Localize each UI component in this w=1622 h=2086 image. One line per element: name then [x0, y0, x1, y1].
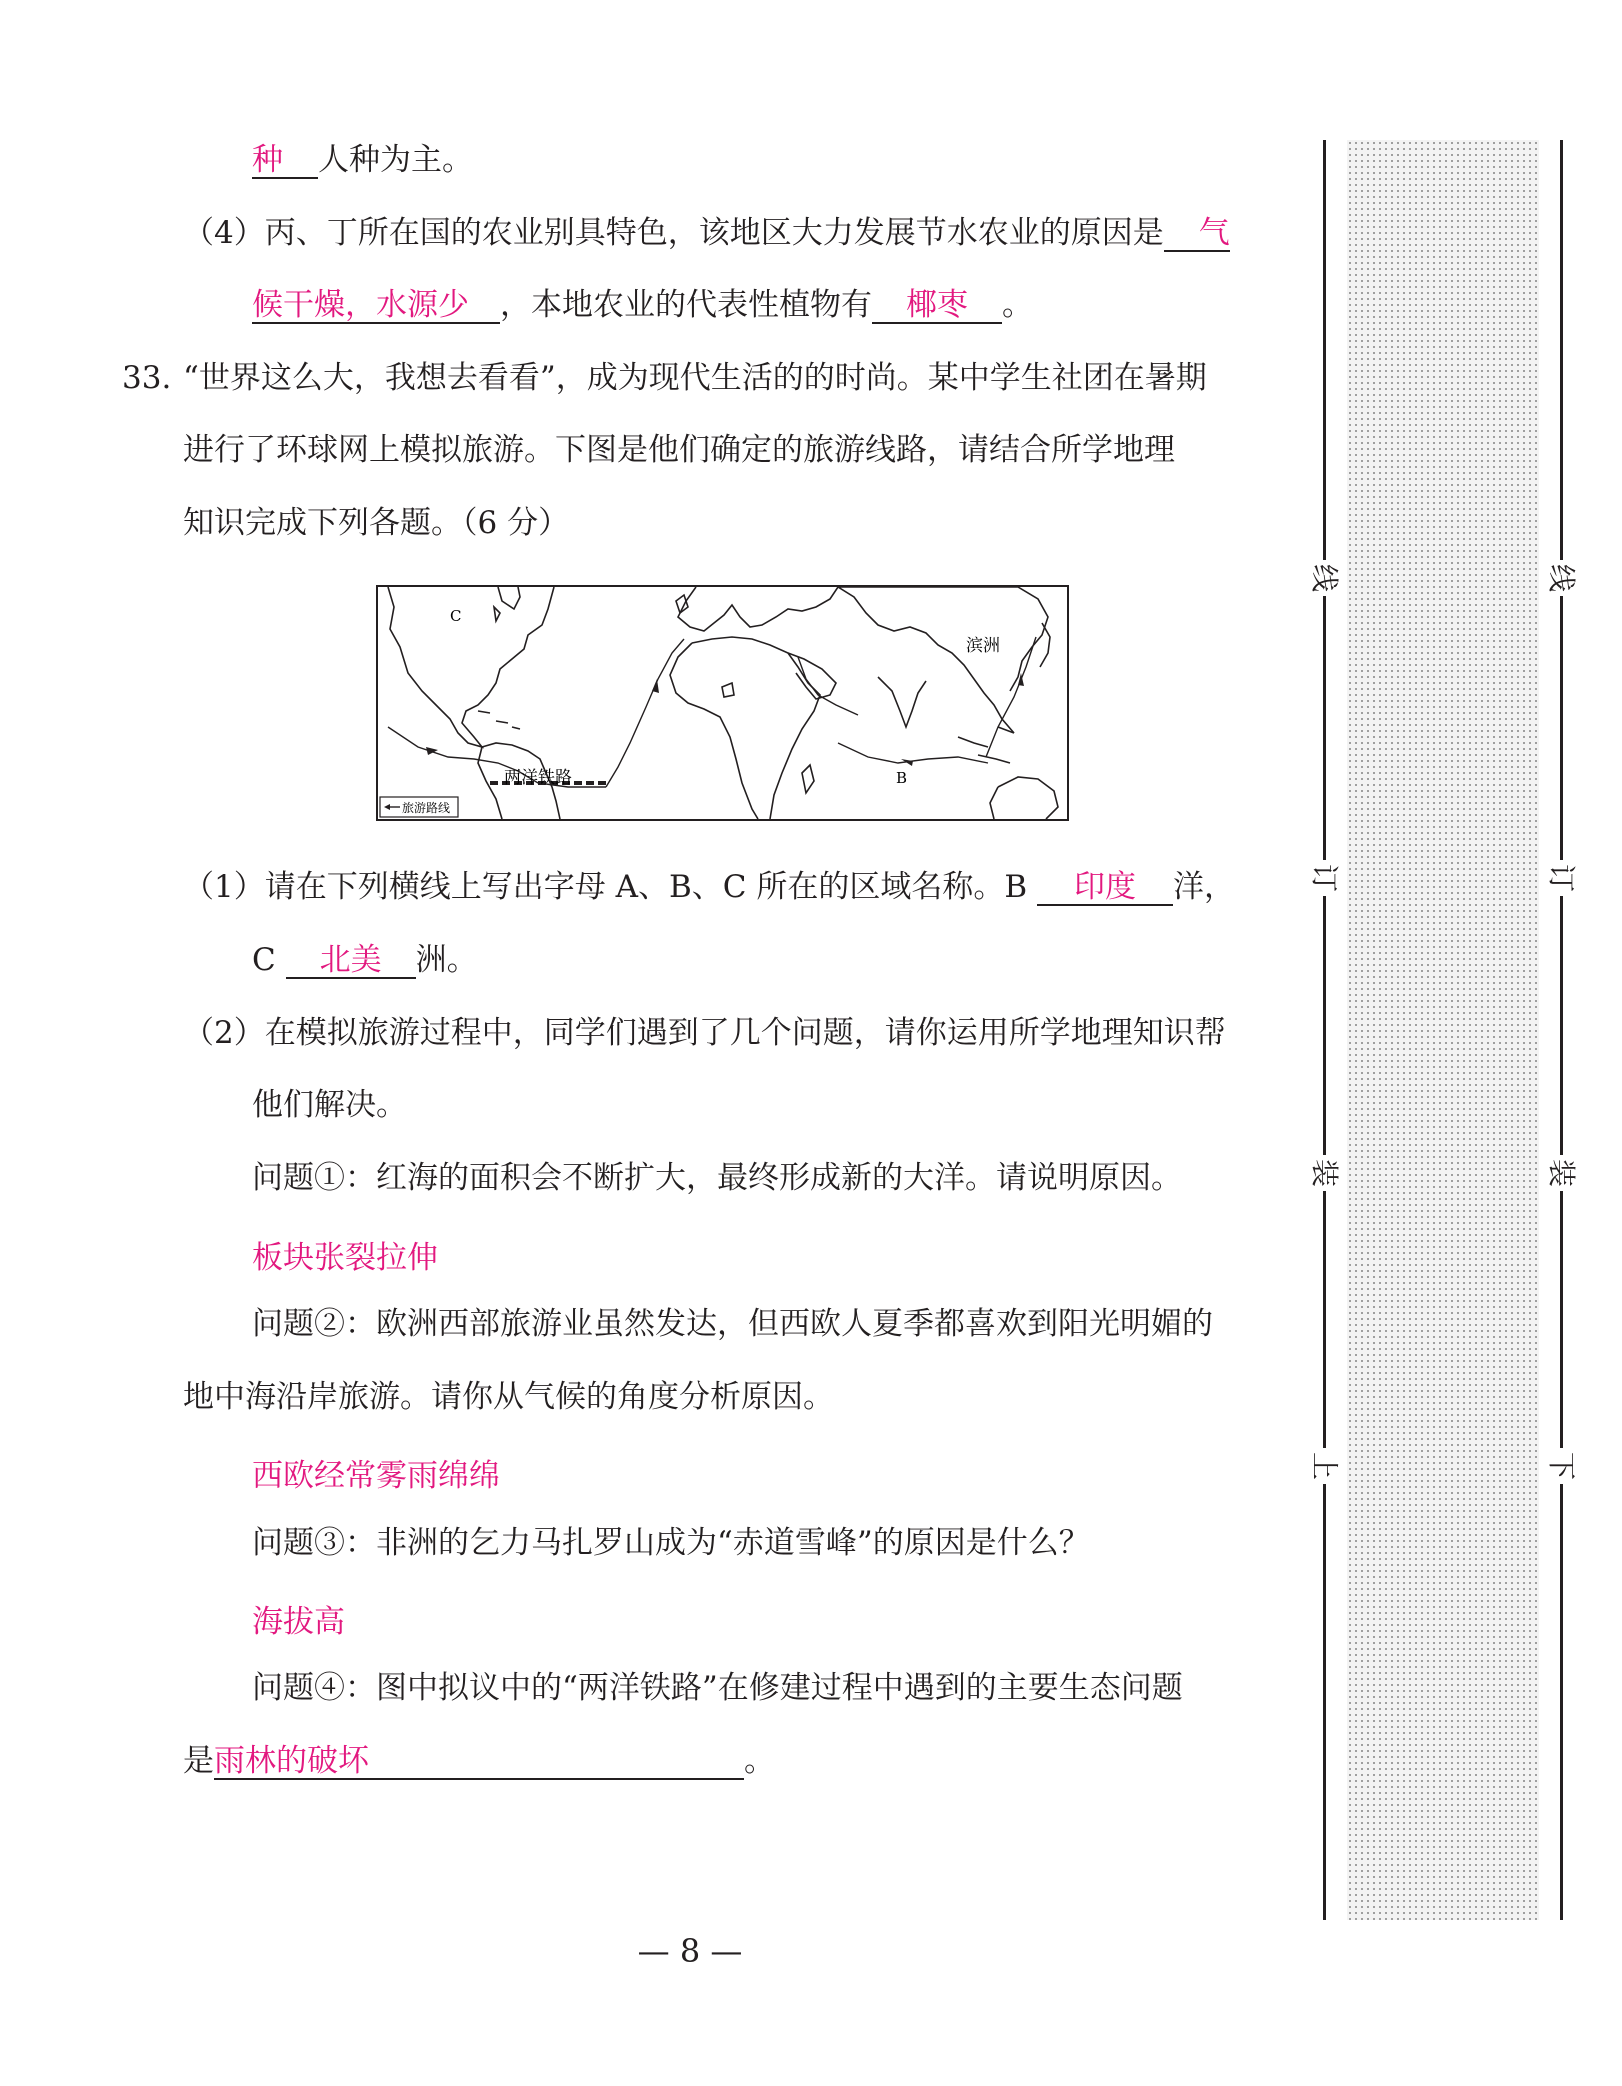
q33-answer-b: 印度	[1073, 869, 1136, 905]
route-arrows	[426, 673, 1024, 766]
route-americas	[388, 727, 606, 787]
problem1-question: 问题①：红海的面积会不断扩大，最终形成新的大洋。请说明原因。	[252, 1160, 1182, 1196]
problem3-answer: 海拔高	[252, 1604, 345, 1640]
binding-right-mark-1: 线	[1543, 560, 1579, 596]
q33-stem-line3: 知识完成下列各题。（6 分）	[183, 505, 570, 541]
binding-left-mark-3: 装	[1306, 1155, 1342, 1191]
route-indian	[838, 743, 988, 763]
asia-outline	[838, 587, 1048, 733]
map-label-b: B	[896, 769, 908, 787]
legend-text: 旅游路线	[402, 801, 451, 815]
q32-sub4-end: 。	[1002, 287, 1033, 323]
q32-line1	[252, 140, 473, 180]
q32-answer-plant: 椰枣	[906, 287, 968, 323]
problem4-answer: 雨林的破坏	[214, 1743, 369, 1779]
world-route-map	[376, 585, 1069, 821]
map-label-binzhou: 滨洲	[966, 636, 1000, 656]
india-outline	[878, 677, 926, 727]
q33-sub1-c-prefix: C	[252, 942, 276, 978]
q33-sub2-line2: 他们解决。	[252, 1087, 407, 1123]
problem4-end: 。	[744, 1743, 775, 1779]
q32-blank-reason-b	[252, 288, 500, 324]
q33-sub1-line2	[252, 940, 478, 980]
problem2-answer: 西欧经常雾雨绵绵	[252, 1458, 500, 1494]
q33-answer-c: 北美	[319, 942, 382, 978]
q32-sub4-prefix: （4）丙、丁所在国的农业别具特色，该地区大力发展节水农业的原因是	[183, 215, 1164, 251]
q32-sub4-line2	[252, 285, 1033, 325]
africa-outline	[670, 637, 820, 819]
europe-outline	[678, 587, 838, 631]
problem4-blank	[214, 1744, 744, 1780]
q33-stem-line2: 进行了环球网上模拟旅游。下图是他们确定的旅游线路，请结合所学地理	[183, 432, 1175, 468]
binding-left-mark-1: 线	[1306, 560, 1342, 596]
q32-answer-reason-b: 候干燥，水源少	[252, 287, 469, 323]
q33-stem-line1: “世界这么大，我想去看看”，成为现代生活的的时尚。某中学生社团在暑期	[183, 360, 1207, 396]
q32-blank-race	[252, 143, 318, 179]
binding-left-mark-2: 订	[1306, 860, 1342, 896]
islands-outline	[958, 727, 1014, 763]
binding-right-rule	[1560, 140, 1563, 1920]
page-number: — 8 —	[637, 1932, 743, 1970]
problem4-prefix: 是	[183, 1743, 214, 1779]
q33-blank-b	[1037, 870, 1173, 906]
problem2-question-b: 地中海沿岸旅游。请你从气候的角度分析原因。	[183, 1379, 834, 1415]
map-label-railway: 两洋铁路	[504, 768, 572, 788]
q32-sub4-line1	[183, 213, 1230, 253]
q33-sub2-line1: （2）在模拟旅游过程中，同学们遇到了几个问题，请你运用所学地理知识帮	[183, 1015, 1226, 1051]
q32-blank-reason-a	[1164, 216, 1230, 252]
binding-margin	[1308, 140, 1578, 1920]
problem4-answer-line	[183, 1741, 775, 1781]
map-label-c: C	[450, 607, 462, 625]
lake-outline	[494, 607, 734, 697]
q33-number: 33.	[122, 360, 172, 396]
arrow-atlantic	[652, 679, 659, 693]
australia-outline	[990, 777, 1058, 819]
q33-sub1-b-suffix: 洋，	[1172, 869, 1235, 905]
q32-answer-reason-a: 气	[1198, 215, 1230, 251]
greenland-outline	[498, 587, 520, 609]
arabia-outline	[788, 653, 836, 699]
north-america-outline	[388, 587, 554, 747]
problem2-question-a: 问题②：欧洲西部旅游业虽然发达，但西欧人夏季都喜欢到阳光明媚的	[252, 1306, 1213, 1342]
q33-blank-c	[286, 943, 416, 979]
q32-sub4-mid: ，本地农业的代表性植物有	[500, 287, 872, 323]
route-atlantic	[606, 639, 684, 787]
binding-left-rule	[1323, 140, 1326, 1920]
binding-right-mark-4: 下	[1543, 1448, 1579, 1484]
q33-sub1-line1	[183, 867, 1235, 907]
route-red-sea	[798, 657, 858, 715]
map-svg	[378, 587, 1067, 819]
binding-dotted-strip	[1347, 140, 1539, 1920]
binding-right-mark-3: 装	[1543, 1155, 1579, 1191]
caribbean-outline	[478, 711, 520, 729]
q32-answer-race: 种	[252, 142, 283, 178]
madagascar-outline	[802, 765, 814, 793]
japan-outline	[1040, 623, 1050, 667]
q32-line1-text: 人种为主。	[318, 142, 473, 178]
q33-sub1-prefix: （1）请在下列横线上写出字母 A、B、C 所在的区域名称。B	[183, 869, 1028, 905]
problem4-question: 问题④：图中拟议中的“两洋铁路”在修建过程中遇到的主要生态问题	[252, 1670, 1183, 1706]
problem1-answer: 板块张裂拉伸	[252, 1240, 438, 1276]
q33-sub1-c-suffix: 洲。	[415, 942, 478, 978]
binding-right-mark-2: 订	[1543, 860, 1579, 896]
problem3-question: 问题③：非洲的乞力马扎罗山成为“赤道雪峰”的原因是什么？	[252, 1525, 1090, 1561]
binding-left-mark-4: 上	[1306, 1448, 1342, 1484]
q32-blank-plant	[872, 288, 1002, 324]
